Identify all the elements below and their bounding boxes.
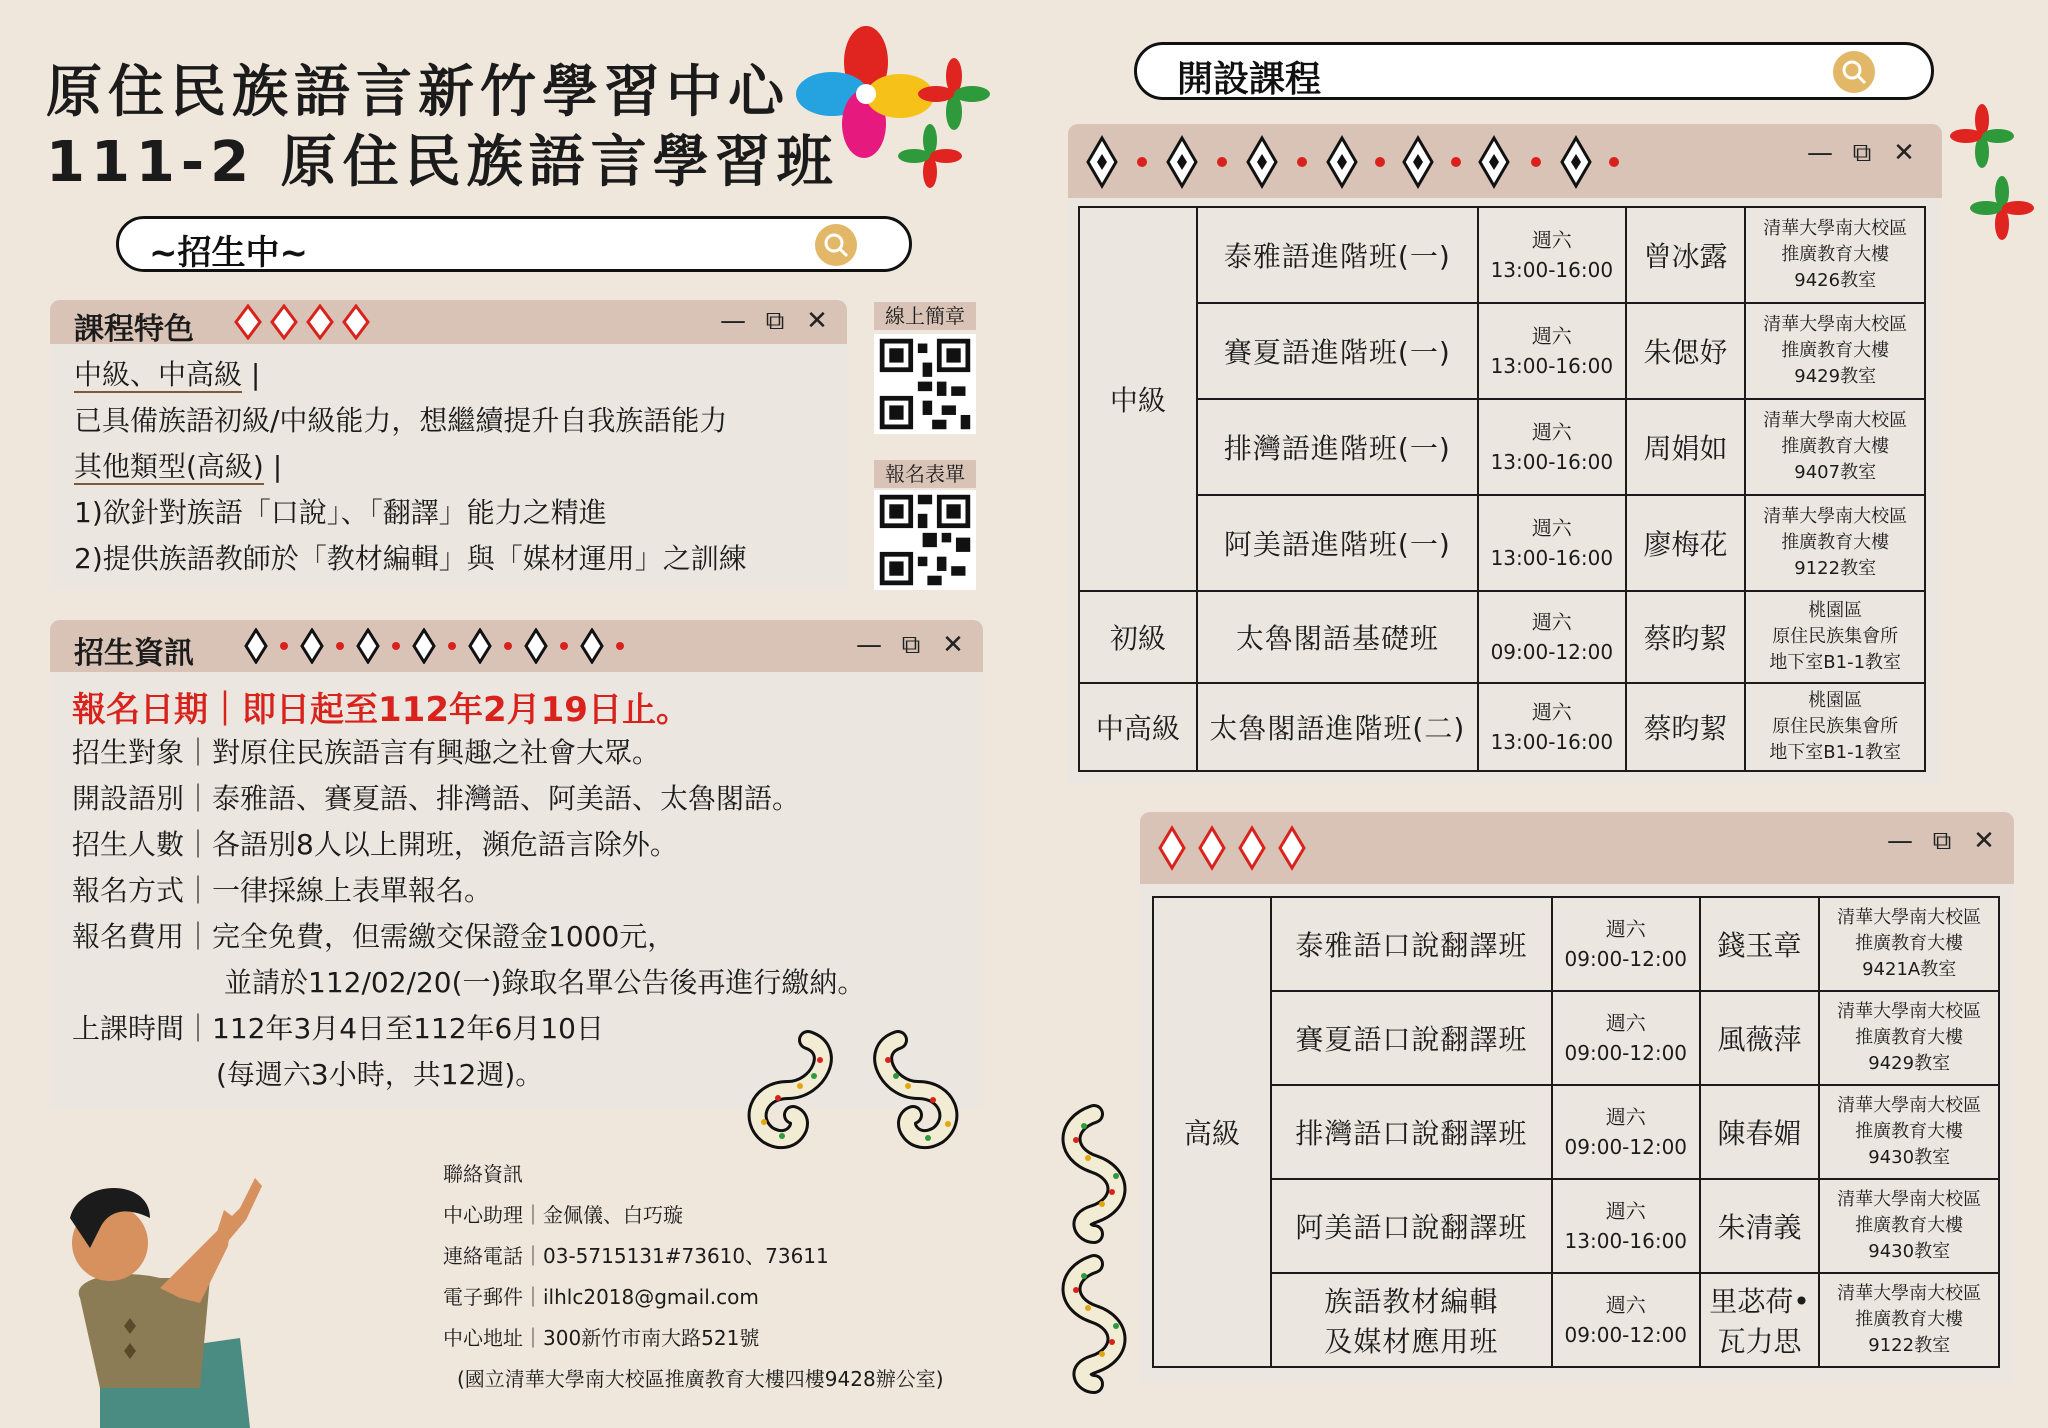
enrollment-date: 報名日期｜即日起至112年2月19日止。	[72, 690, 690, 730]
search-icon[interactable]	[815, 224, 857, 266]
course-location-line: 9426教室	[1794, 270, 1877, 291]
info-row: 開設語別｜泰雅語、賽夏語、排灣語、阿美語、太魯閣語。	[72, 782, 801, 815]
maximize-icon[interactable]: ⧉	[901, 630, 921, 660]
minimize-icon[interactable]: —	[856, 630, 882, 660]
course-location-line: 推廣教育大樓	[1855, 933, 1964, 954]
course-teacher: 錢玉章	[1700, 897, 1820, 991]
features-line: 其他類型(高級) |	[74, 450, 283, 483]
maximize-icon[interactable]: ⧉	[1932, 826, 1952, 856]
course-location-line: 原住民族集會所	[1772, 626, 1899, 647]
course-name: 阿美語進階班(一)	[1197, 495, 1478, 591]
course-location-line: 桃園區	[1808, 690, 1863, 711]
features-title: 課程特色	[74, 312, 194, 347]
contact-assistant: 中心助理｜金佩儀、白巧璇	[443, 1203, 683, 1227]
course-time	[1478, 495, 1626, 591]
maximize-icon[interactable]: ⧉	[765, 306, 785, 336]
info-label: 招生對象	[72, 736, 185, 769]
course-location-line: 清華大學南大校區	[1763, 410, 1908, 431]
course-teacher: 陳春媚	[1700, 1085, 1820, 1179]
info-value: 各語別8人以上開班，瀕危語言除外。	[212, 828, 678, 861]
course-location-line: 推廣教育大樓	[1781, 244, 1890, 265]
info-row: 報名方式｜一律採線上表單報名。	[72, 874, 493, 907]
features-window	[50, 300, 847, 590]
info-label: 招生人數	[72, 828, 185, 861]
info-value: 完全免費，但需繳交保證金1000元，	[212, 920, 676, 953]
diamond-pattern-icon	[242, 628, 682, 664]
course-name: 太魯閣語基礎班	[1197, 591, 1478, 683]
course-teacher: 廖梅花	[1626, 495, 1746, 591]
course-teacher: 朱清義	[1700, 1179, 1820, 1273]
course-location-line: 9122教室	[1868, 1335, 1951, 1356]
course-name: 阿美語口說翻譯班	[1271, 1179, 1552, 1273]
info-value: 一律採線上表單報名。	[212, 874, 493, 907]
diamond-pattern-icon	[234, 304, 384, 340]
level-desc: 已具備族語初級/中級能力，想繼續提升自我族語能力	[74, 404, 728, 437]
course-level: 中高級	[1079, 683, 1197, 771]
course-name: 泰雅語進階班(一)	[1197, 207, 1478, 303]
enrollment-window-header	[50, 620, 983, 672]
course-location	[1745, 207, 1925, 303]
course-level: 初級	[1079, 591, 1197, 683]
course-hours: 13:00-16:00	[1490, 730, 1614, 754]
course-level: 中級	[1079, 207, 1197, 591]
course-location-line: 桃園區	[1808, 600, 1863, 621]
courses-table-1	[1078, 206, 1926, 772]
man-illustration	[40, 1128, 270, 1428]
course-hours: 13:00-16:00	[1564, 1229, 1688, 1253]
course-time	[1478, 207, 1626, 303]
course-day: 週六	[1531, 324, 1572, 348]
course-name: 排灣語進階班(一)	[1197, 399, 1478, 495]
close-icon[interactable]: ✕	[942, 630, 964, 660]
info-row: 招生對象｜對原住民族語言有興趣之社會大眾。	[72, 736, 661, 769]
courses-window-1-header	[1068, 124, 1942, 198]
info-label: 上課時間	[72, 1012, 185, 1045]
course-name: 排灣語口說翻譯班	[1271, 1085, 1552, 1179]
course-location-line: 地下室B1-1教室	[1769, 742, 1902, 763]
info-value: 泰雅語、賽夏語、排灣語、阿美語、太魯閣語。	[212, 782, 801, 815]
table-row	[1153, 1273, 1999, 1367]
info-value: 對原住民族語言有興趣之社會大眾。	[212, 736, 661, 769]
course-time	[1478, 399, 1626, 495]
minimize-icon[interactable]: —	[720, 306, 746, 336]
table-row	[1079, 399, 1925, 495]
course-location	[1745, 303, 1925, 399]
course-location	[1819, 991, 1999, 1085]
course-location-line: 推廣教育大樓	[1855, 1309, 1964, 1330]
course-location-line: 清華大學南大校區	[1837, 1283, 1982, 1304]
course-location-line: 9429教室	[1868, 1053, 1951, 1074]
course-day: 週六	[1531, 700, 1572, 724]
features-body	[74, 352, 747, 582]
course-location	[1745, 683, 1925, 771]
table-row	[1079, 591, 1925, 683]
course-time	[1478, 303, 1626, 399]
table-row	[1079, 683, 1925, 771]
window-controls	[1886, 828, 1998, 854]
course-location-line: 清華大學南大校區	[1837, 1001, 1982, 1022]
course-location-line: 清華大學南大校區	[1837, 1189, 1982, 1210]
course-location-line: 9430教室	[1868, 1241, 1951, 1262]
course-location-line: 9430教室	[1868, 1147, 1951, 1168]
course-hours: 09:00-12:00	[1490, 640, 1614, 664]
courses-search-label: 開設課程	[1177, 59, 1322, 100]
course-location-line: 9407教室	[1794, 462, 1877, 483]
course-location-line: 清華大學南大校區	[1763, 506, 1908, 527]
info-value: 112年3月4日至112年6月10日	[212, 1012, 604, 1045]
course-day: 週六	[1605, 917, 1646, 941]
course-location-line: 推廣教育大樓	[1781, 436, 1890, 457]
course-hours: 09:00-12:00	[1564, 1041, 1688, 1065]
course-location-line: 地下室B1-1教室	[1769, 652, 1902, 673]
course-time	[1552, 991, 1700, 1085]
course-time	[1552, 897, 1700, 991]
close-icon[interactable]: ✕	[1973, 826, 1995, 856]
course-name: 太魯閣語進階班(二)	[1197, 683, 1478, 771]
courses-searchbar[interactable]	[1134, 42, 1934, 100]
course-hours: 13:00-16:00	[1490, 354, 1614, 378]
course-location	[1819, 1085, 1999, 1179]
course-location-line: 清華大學南大校區	[1763, 314, 1908, 335]
course-day: 週六	[1531, 420, 1572, 444]
courses-table-2	[1152, 896, 2000, 1368]
course-day: 週六	[1605, 1105, 1646, 1129]
course-hours: 09:00-12:00	[1564, 1135, 1688, 1159]
snake-decoration	[1054, 1104, 1134, 1394]
enrolling-searchbar[interactable]	[116, 216, 912, 272]
course-teacher: 蔡昀絜	[1626, 683, 1746, 771]
diamond-pattern-icon	[1082, 134, 1642, 190]
contact-email[interactable]: 電子郵件｜ilhlc2018@gmail.com	[443, 1285, 759, 1309]
course-location	[1819, 897, 1999, 991]
contact-info	[443, 1154, 944, 1400]
table-row	[1153, 897, 1999, 991]
close-icon[interactable]: ✕	[1893, 138, 1915, 168]
contact-address-note: (國立清華大學南大校區推廣教育大樓四樓9428辦公室)	[457, 1367, 944, 1391]
course-hours: 13:00-16:00	[1490, 258, 1614, 282]
course-location-line: 清華大學南大校區	[1837, 1095, 1982, 1116]
course-location-line: 9429教室	[1794, 366, 1877, 387]
course-day: 週六	[1531, 610, 1572, 634]
contact-address: 中心地址｜300新竹市南大路521號	[443, 1326, 760, 1350]
course-name: 泰雅語口說翻譯班	[1271, 897, 1552, 991]
course-day: 週六	[1605, 1293, 1646, 1317]
info-row-continued: 並請於112/02/20(一)錄取名單公告後再進行繳納。	[224, 966, 866, 999]
course-hours: 13:00-16:00	[1490, 546, 1614, 570]
course-hours: 09:00-12:00	[1564, 1323, 1688, 1347]
window-controls	[719, 308, 831, 334]
minimize-icon[interactable]: —	[1807, 138, 1833, 168]
course-day: 週六	[1605, 1011, 1646, 1035]
table-row	[1153, 1085, 1999, 1179]
course-hours: 09:00-12:00	[1564, 947, 1688, 971]
other-item-1: 1)欲針對族語「口說」、「翻譯」能力之精進	[74, 496, 607, 529]
table-row	[1079, 207, 1925, 303]
other-heading: 其他類型(高級)	[74, 450, 264, 483]
level-heading: 中級、中高級	[74, 358, 243, 391]
course-day: 週六	[1531, 516, 1572, 540]
course-teacher: 蔡昀絜	[1626, 591, 1746, 683]
table-row	[1079, 495, 1925, 591]
course-location-line: 推廣教育大樓	[1781, 532, 1890, 553]
course-hours: 13:00-16:00	[1490, 450, 1614, 474]
course-teacher: 曾冰露	[1626, 207, 1746, 303]
course-level: 高級	[1153, 897, 1271, 1367]
course-time	[1552, 1273, 1700, 1367]
course-teacher: 朱偲妤	[1626, 303, 1746, 399]
course-location-line: 9122教室	[1794, 558, 1877, 579]
minimize-icon[interactable]: —	[1887, 826, 1913, 856]
features-window-header	[50, 300, 847, 347]
title-line2: 111-2 原住民族語言學習班	[46, 130, 839, 195]
window-controls	[1806, 140, 1918, 166]
course-name: 族語教材編輯 及媒材應用班	[1271, 1273, 1552, 1367]
window-controls	[855, 632, 967, 658]
info-label: 報名方式	[72, 874, 185, 907]
course-location-line: 推廣教育大樓	[1855, 1121, 1964, 1142]
course-time	[1478, 683, 1626, 771]
course-location-line: 推廣教育大樓	[1855, 1215, 1964, 1236]
flower-logo	[796, 14, 996, 189]
info-row: 報名費用｜完全免費，但需繳交保證金1000元，	[72, 920, 676, 953]
course-location	[1819, 1179, 1999, 1273]
course-name: 賽夏語進階班(一)	[1197, 303, 1478, 399]
course-location-line: 推廣教育大樓	[1781, 340, 1890, 361]
flower-decoration	[1940, 100, 2040, 250]
table-row	[1079, 303, 1925, 399]
course-day: 週六	[1531, 228, 1572, 252]
info-row: 招生人數｜各語別8人以上開班，瀕危語言除外。	[72, 828, 678, 861]
diamond-pattern-icon	[1152, 824, 1322, 872]
course-location-line: 清華大學南大校區	[1763, 218, 1908, 239]
course-location-line: 9421A教室	[1862, 959, 1957, 980]
course-location-line: 原住民族集會所	[1772, 716, 1899, 737]
course-day: 週六	[1605, 1199, 1646, 1223]
info-label: 開設語別	[72, 782, 185, 815]
other-item-2: 2)提供族語教師於「教材編輯」與「媒材運用」之訓練	[74, 542, 747, 575]
features-line: 中級、中高級 |	[74, 358, 261, 391]
enrollment-title: 招生資訊	[74, 636, 194, 671]
qr-code-online[interactable]	[874, 334, 976, 434]
course-time	[1478, 591, 1626, 683]
close-icon[interactable]: ✕	[806, 306, 828, 336]
maximize-icon[interactable]: ⧉	[1852, 138, 1872, 168]
contact-heading: 聯絡資訊	[443, 1162, 523, 1186]
enrolling-label: ~招生中~	[149, 233, 308, 273]
info-row: 上課時間｜112年3月4日至112年6月10日	[72, 1012, 604, 1045]
course-time	[1552, 1179, 1700, 1273]
qr-online-label: 線上簡章	[874, 302, 976, 330]
course-location	[1819, 1273, 1999, 1367]
courses-window-2-header	[1140, 812, 2014, 884]
contact-phone: 連絡電話｜03-5715131#73610、73611	[443, 1244, 829, 1268]
snake-decoration	[738, 1020, 970, 1152]
search-icon[interactable]	[1833, 51, 1875, 93]
course-teacher: 里苾荷• 瓦力思	[1700, 1273, 1820, 1367]
info-row-continued: (每週六3小時，共12週)。	[216, 1058, 544, 1091]
title-line1: 原住民族語言新竹學習中心	[46, 60, 790, 125]
course-name: 賽夏語口說翻譯班	[1271, 991, 1552, 1085]
course-time	[1552, 1085, 1700, 1179]
course-location	[1745, 399, 1925, 495]
course-teacher: 風薇萍	[1700, 991, 1820, 1085]
qr-form-label: 報名表單	[874, 460, 976, 488]
course-location	[1745, 591, 1925, 683]
course-location-line: 推廣教育大樓	[1855, 1027, 1964, 1048]
course-teacher: 周娟如	[1626, 399, 1746, 495]
course-location	[1745, 495, 1925, 591]
table-row	[1153, 1179, 1999, 1273]
table-row	[1153, 991, 1999, 1085]
course-location-line: 清華大學南大校區	[1837, 907, 1982, 928]
qr-code-form[interactable]	[874, 490, 976, 590]
info-label: 報名費用	[72, 920, 185, 953]
